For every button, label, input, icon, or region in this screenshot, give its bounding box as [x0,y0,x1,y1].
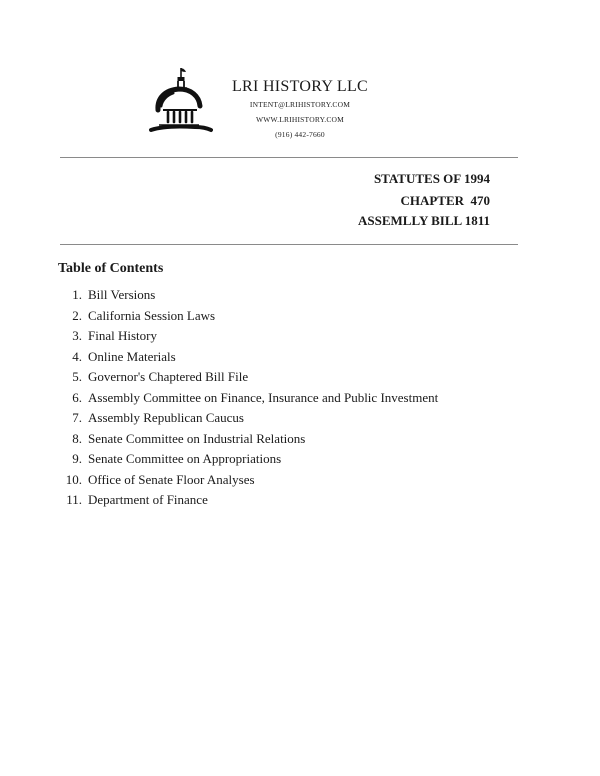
toc-item-number: 4. [72,348,82,364]
toc-item-number: 5. [72,369,82,385]
toc-item-number: 6. [72,389,82,405]
toc-item-number: 1. [72,287,82,303]
company-phone: (916) 442-7660 [275,130,325,139]
toc-item-governors-bill-file[interactable] [58,367,438,388]
toc-item-senate-appropriations[interactable] [58,449,438,470]
toc-item-label: Final History [88,328,157,344]
toc-item-label: Department of Finance [88,492,208,508]
toc-item-number: 8. [72,430,82,446]
toc-item-assembly-finance-committee[interactable] [58,388,438,409]
toc-item-label: Governor's Chaptered Bill File [88,369,249,385]
company-website: WWW.LRIHISTORY.COM [255,115,345,124]
toc-item-number: 7. [72,410,82,426]
toc-item-number: 10. [65,471,82,487]
toc-item-number: 2. [72,307,82,323]
toc-item-senate-floor-analyses[interactable] [58,470,438,491]
statute-divider [60,244,518,245]
toc-item-label: Senate Committee on Appropriations [88,451,282,467]
toc-item-number: 11. [66,492,82,508]
toc-item-label: Assembly Committee on Finance, Insurance and Public Investment [88,389,439,405]
statute-bill: ASSEMLLY BILL 1811 [358,213,490,228]
toc-item-label: Bill Versions [88,287,156,303]
toc-item-assembly-republican-caucus[interactable] [58,408,438,429]
statute-year: STATUTES OF 1994 [373,171,490,186]
toc-title: Table of Contents [58,261,164,276]
toc-item-number: 3. [72,328,82,344]
toc-item-department-of-finance[interactable] [58,490,438,511]
header-divider [60,157,518,158]
toc-item-final-history[interactable] [58,326,438,347]
toc-item-online-materials[interactable] [58,347,438,368]
toc-list [58,285,438,511]
toc-item-number: 9. [72,451,82,467]
toc-item-california-session-laws[interactable] [58,306,438,327]
toc-item-label: California Session Laws [88,307,216,323]
company-email: INTENT@LRIHISTORY.COM [249,100,351,109]
toc-item-label: Senate Committee on Industrial Relations [88,430,306,446]
toc-item-bill-versions[interactable] [58,285,438,306]
toc-item-senate-industrial-relations[interactable] [58,429,438,450]
toc-item-label: Office of Senate Floor Analyses [88,471,255,487]
company-name: LRI HISTORY LLC [231,78,369,95]
toc-item-label: Assembly Republican Caucus [88,410,244,426]
toc-item-label: Online Materials [88,348,176,364]
statute-chapter: CHAPTER 470 [400,193,490,208]
